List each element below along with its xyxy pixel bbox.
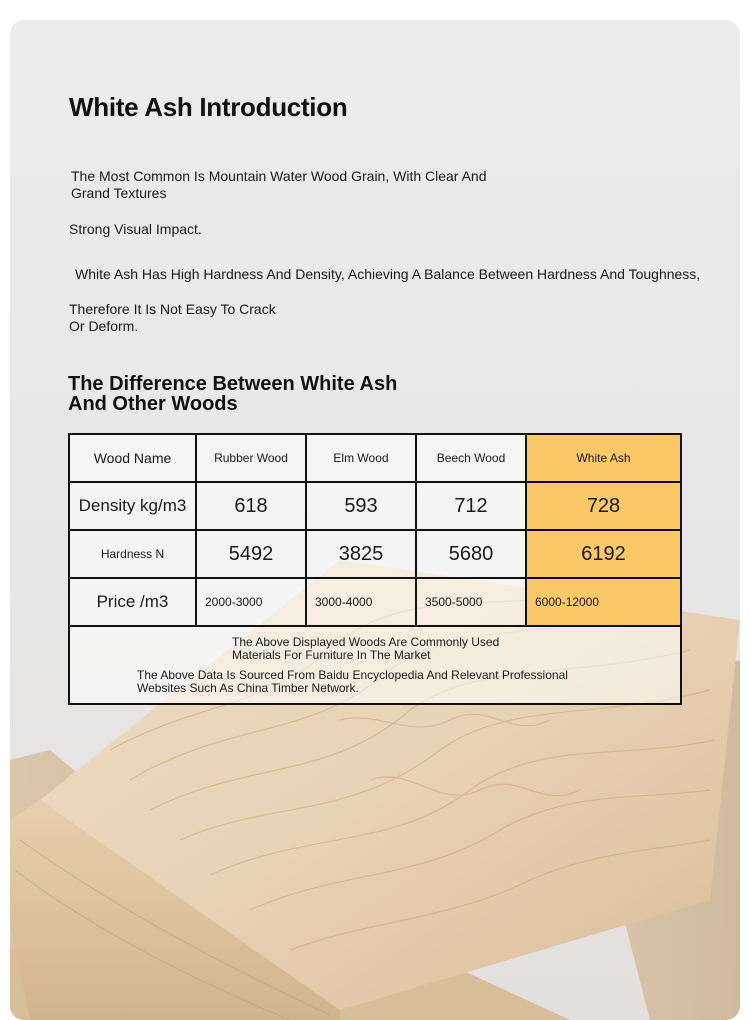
product-detail-page [10,20,740,1020]
header-rubber-wood: Rubber Wood [196,434,306,482]
hardness-white-ash: 6192 [526,530,681,578]
comparison-title: The Difference Between White Ash And Other Woods [68,373,398,415]
price-elm-wood: 3000-4000 [306,578,416,626]
table-row-hardness [69,530,681,578]
intro-title: White Ash Introduction [69,92,348,122]
wood-comparison-table [68,433,682,705]
density-white-ash: 728 [526,482,681,530]
table-row-density [69,482,681,530]
intro-paragraph-grain: The Most Common Is Mountain Water Wood Grain, With Clear And Grand Textures [71,168,487,201]
intro-paragraph-deform: Therefore It Is Not Easy To Crack Or Deform. [69,301,276,334]
density-beech-wood: 712 [416,482,526,530]
hardness-elm-wood: 3825 [306,530,416,578]
notes-cell [69,626,681,704]
price-label: Price /m3 [69,578,196,626]
price-beech-wood: 3500-5000 [416,578,526,626]
table-row-notes [69,626,681,704]
density-rubber-wood: 618 [196,482,306,530]
intro-paragraph-impact: Strong Visual Impact. [69,221,202,237]
table-row-price [69,578,681,626]
note-common-woods: The Above Displayed Woods Are Commonly Used Materials For Furniture In The Market [232,635,500,662]
intro-paragraph-hardness: White Ash Has High Hardness And Density, Achieving A Balance Between Hardness And Toughness, [75,266,701,282]
density-elm-wood: 593 [306,482,416,530]
note-data-source: The Above Data Is Sourced From Baidu Encyclopedia And Relevant Professional Websites Such As China Timber Network. [137,668,568,695]
hardness-label: Hardness N [69,530,196,578]
table-row-header [69,434,681,482]
header-white-ash: White Ash [526,434,681,482]
hardness-rubber-wood: 5492 [196,530,306,578]
header-label: Wood Name [69,434,196,482]
price-white-ash: 6000-12000 [526,578,681,626]
price-rubber-wood: 2000-3000 [196,578,306,626]
header-elm-wood: Elm Wood [306,434,416,482]
density-label: Density kg/m3 [69,482,196,530]
header-beech-wood: Beech Wood [416,434,526,482]
hardness-beech-wood: 5680 [416,530,526,578]
